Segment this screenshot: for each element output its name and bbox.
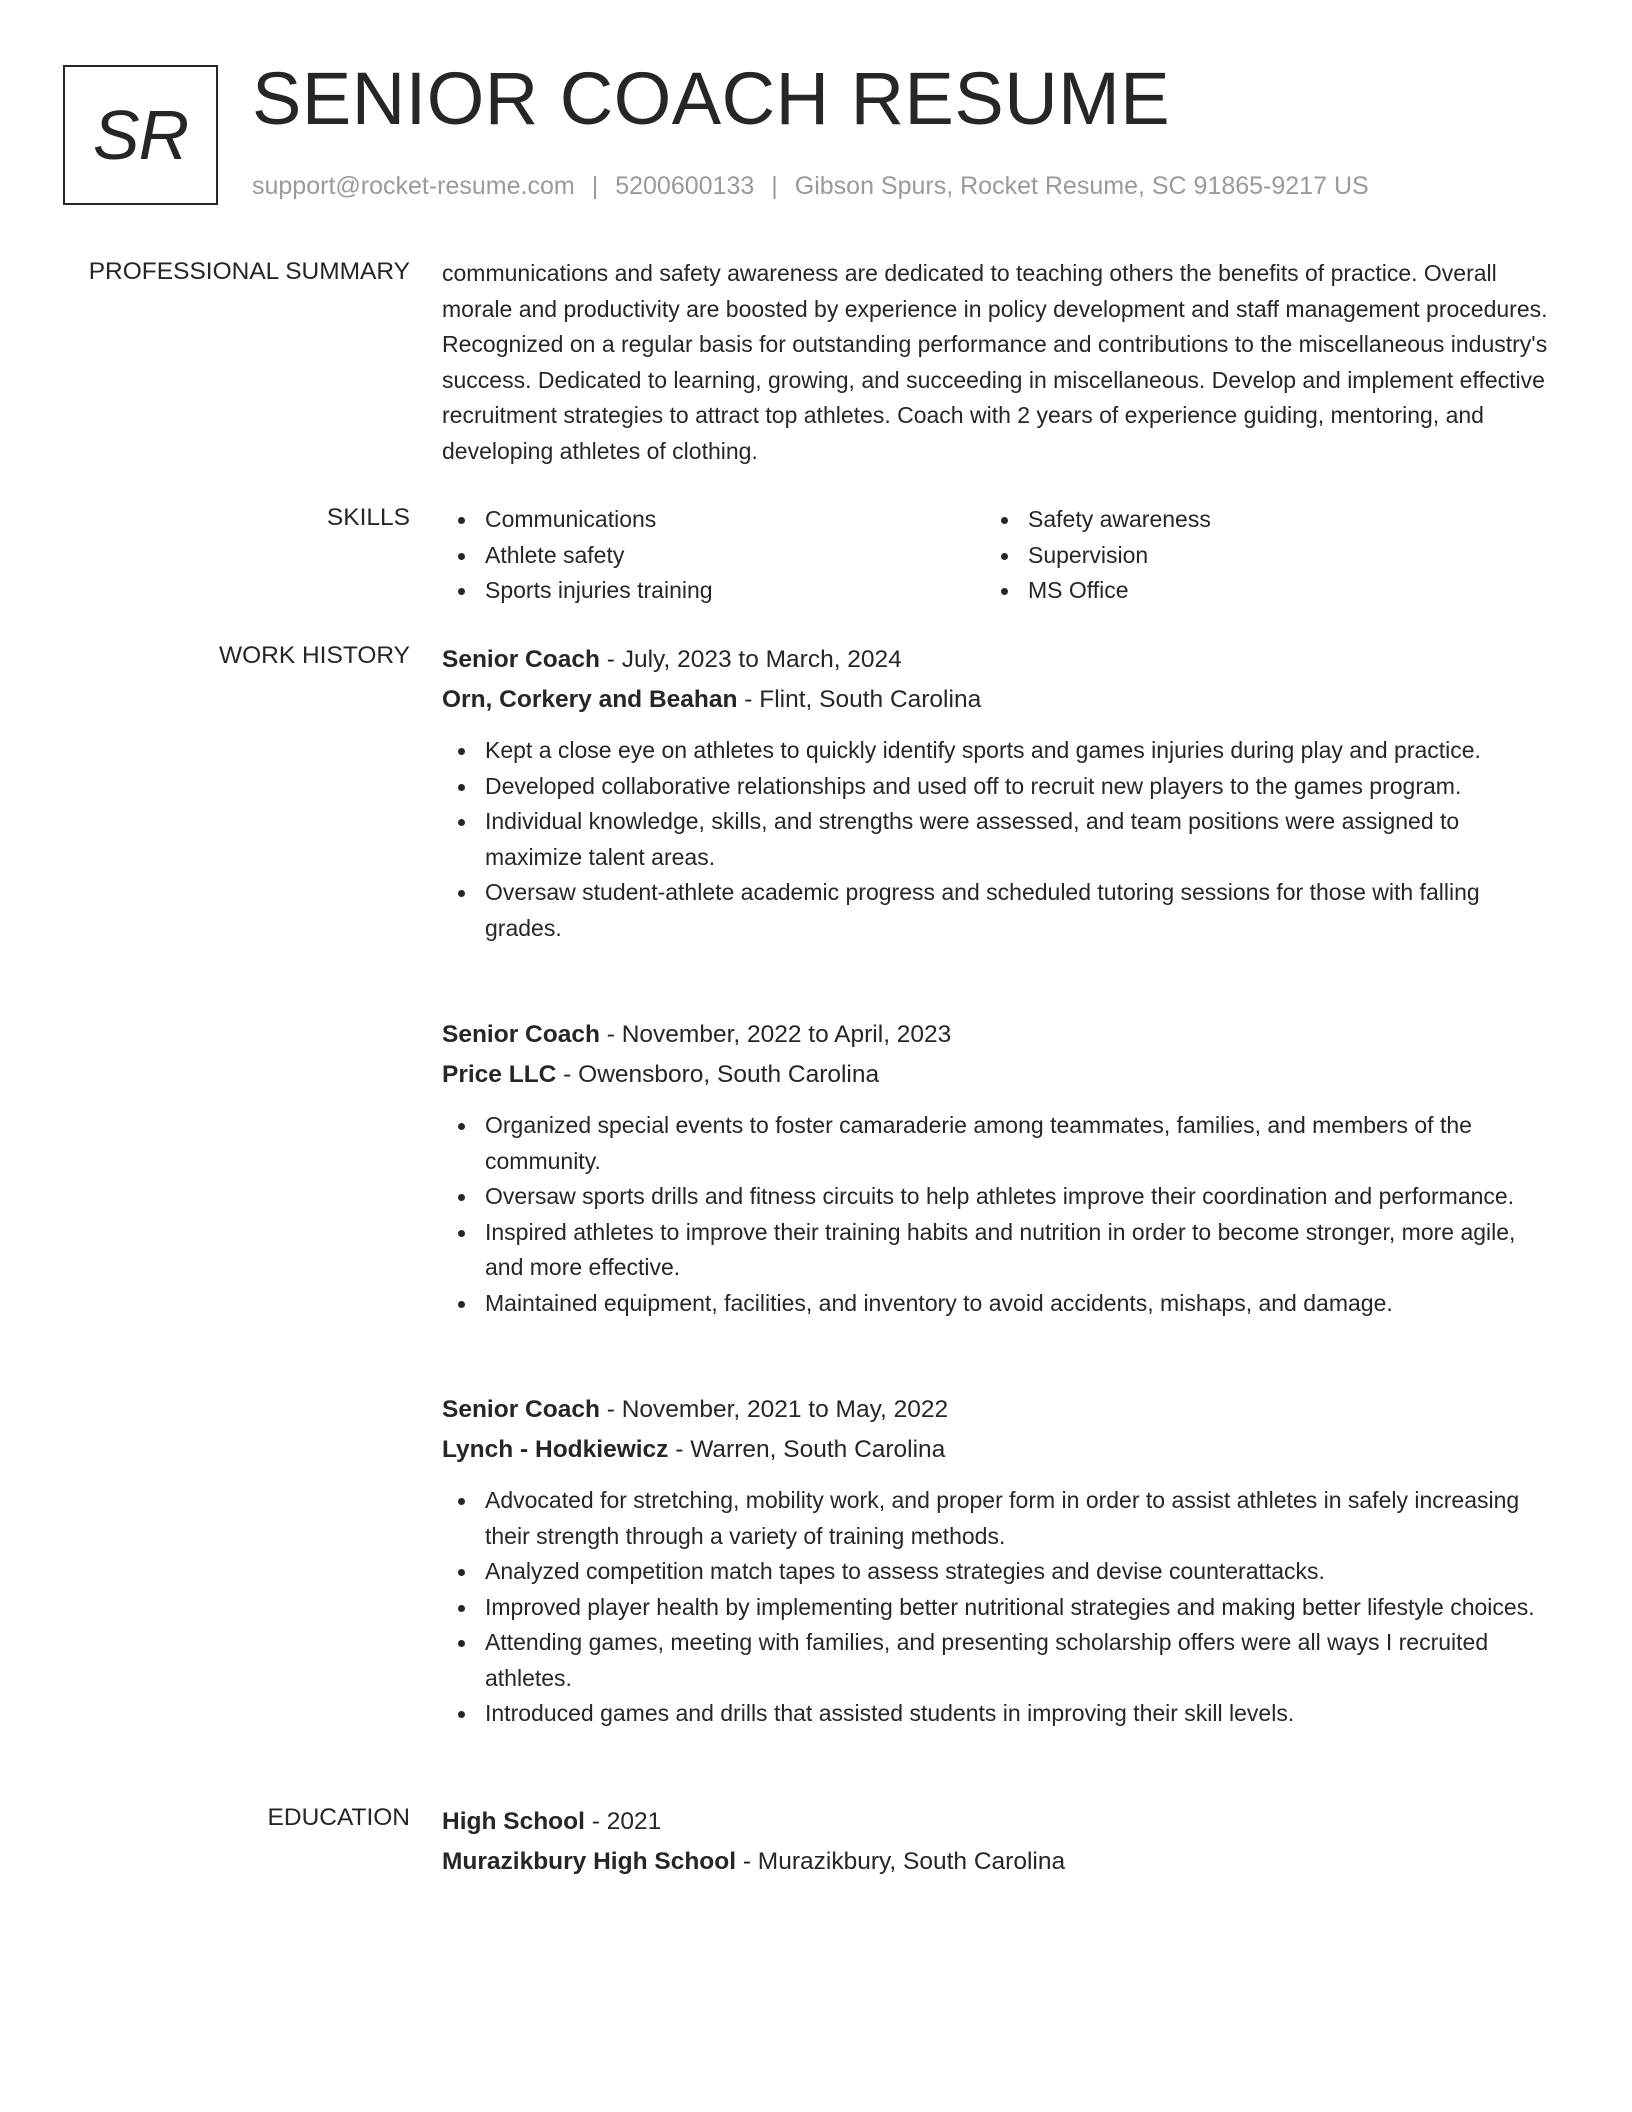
skill-item: Sports injuries training (442, 573, 985, 609)
work-history-heading: WORK HISTORY (218, 642, 410, 669)
skills-body (442, 502, 1557, 609)
skill-item: Supervision (985, 538, 1528, 574)
job-company-line (442, 680, 1557, 720)
skill-item: Communications (442, 502, 985, 538)
job-bullet: Oversaw student-athlete academic progress and scheduled tutoring sessions for those with falling grades. (442, 875, 1557, 946)
skills-list (442, 502, 1557, 609)
job-company-line (442, 1430, 1557, 1470)
skill-item: Safety awareness (985, 502, 1528, 538)
job-title: Senior Coach (442, 646, 600, 673)
contact-address: Gibson Spurs, Rocket Resume, SC 91865-9217 US (794, 172, 1369, 200)
job-title: Senior Coach (442, 1021, 600, 1048)
job-location: - Warren, South Carolina (668, 1436, 946, 1463)
contact-email[interactable]: support@rocket-resume.com (252, 172, 575, 200)
summary-heading: PROFESSIONAL SUMMARY (88, 258, 410, 285)
education-heading: EDUCATION (267, 1804, 410, 1831)
job-bullet: Kept a close eye on athletes to quickly identify sports and games injuries during play and practice. (442, 733, 1557, 769)
skill-item: Athlete safety (442, 538, 985, 574)
education-school-line (442, 1842, 1557, 1882)
job-bullet-list (442, 733, 1557, 946)
job-bullet: Organized special events to foster camaraderie among teammates, families, and members of the community. (442, 1108, 1557, 1179)
skills-heading: SKILLS (326, 504, 410, 531)
job-entry (442, 640, 1557, 946)
job-bullet: Analyzed competition match tapes to assess strategies and devise counterattacks. (442, 1554, 1557, 1590)
job-title: Senior Coach (442, 1396, 600, 1423)
job-bullet: Individual knowledge, skills, and strengths were assessed, and team positions were assigned to maximize talent areas. (442, 804, 1557, 875)
skill-item: MS Office (985, 573, 1528, 609)
job-entry (442, 1015, 1557, 1321)
job-bullet-list (442, 1108, 1557, 1321)
monogram-logo (63, 65, 218, 205)
contact-separator: | (771, 172, 778, 200)
contact-separator: | (591, 172, 599, 200)
education-school: Murazikbury High School (442, 1848, 737, 1875)
job-company-line (442, 1055, 1557, 1095)
job-title-line (442, 1390, 1557, 1430)
contact-line (252, 172, 1369, 201)
job-bullet: Oversaw sports drills and fitness circuits to help athletes improve their coordination and performance. (442, 1179, 1557, 1215)
job-title-line (442, 1015, 1557, 1055)
contact-phone[interactable]: 5200600133 (615, 172, 755, 200)
job-dates: - November, 2022 to April, 2023 (599, 1021, 952, 1048)
job-bullet: Attending games, meeting with families, and presenting scholarship offers were all ways I recruited athletes. (442, 1625, 1557, 1696)
job-company: Orn, Corkery and Beahan (442, 686, 738, 713)
education-body (442, 1802, 1557, 1882)
job-company: Lynch - Hodkiewicz (442, 1436, 669, 1463)
job-entry (442, 1390, 1557, 1732)
job-title-line (442, 640, 1557, 680)
monogram-initials: SR (92, 96, 189, 174)
job-dates: - November, 2021 to May, 2022 (599, 1396, 949, 1423)
job-bullet: Maintained equipment, facilities, and inventory to avoid accidents, mishaps, and damage. (442, 1286, 1557, 1322)
job-dates: - July, 2023 to March, 2024 (599, 646, 902, 673)
resume-title: SENIOR COACH RESUME (252, 57, 1171, 140)
job-location: - Flint, South Carolina (737, 686, 982, 713)
summary-text: communications and safety awareness are dedicated to teaching others the benefits of practice. Overall morale and productivity are boosted by experience in policy development and staff management procedures. Recognized on a regular basis for outstanding performance and contributions to the miscellaneous industry's success. Dedicated to learning, growing, and succeeding in miscellaneous. Develop and implement effective recruitment strategies to attract top athletes. Coach with 2 years of experience guiding, mentoring, and developing athletes of clothing. (442, 260, 1548, 464)
summary-body (442, 256, 1557, 469)
job-bullet-list (442, 1483, 1557, 1732)
job-bullet: Advocated for stretching, mobility work, and proper form in order to assist athletes in safely increasing their strength through a variety of training methods. (442, 1483, 1557, 1554)
job-bullet: Developed collaborative relationships and used off to recruit new players to the games program. (442, 769, 1557, 805)
education-year: - 2021 (584, 1808, 662, 1835)
job-company: Price LLC (442, 1061, 557, 1088)
education-location: - Murazikbury, South Carolina (736, 1848, 1066, 1875)
education-degree-line (442, 1802, 1557, 1842)
job-bullet: Improved player health by implementing better nutritional strategies and making better lifestyle choices. (442, 1590, 1557, 1626)
job-bullet: Inspired athletes to improve their training habits and nutrition in order to become stronger, more agile, and more effective. (442, 1215, 1557, 1286)
education-degree: High School (442, 1808, 585, 1835)
job-bullet: Introduced games and drills that assisted students in improving their skill levels. (442, 1696, 1557, 1732)
job-location: - Owensboro, South Carolina (556, 1061, 880, 1088)
